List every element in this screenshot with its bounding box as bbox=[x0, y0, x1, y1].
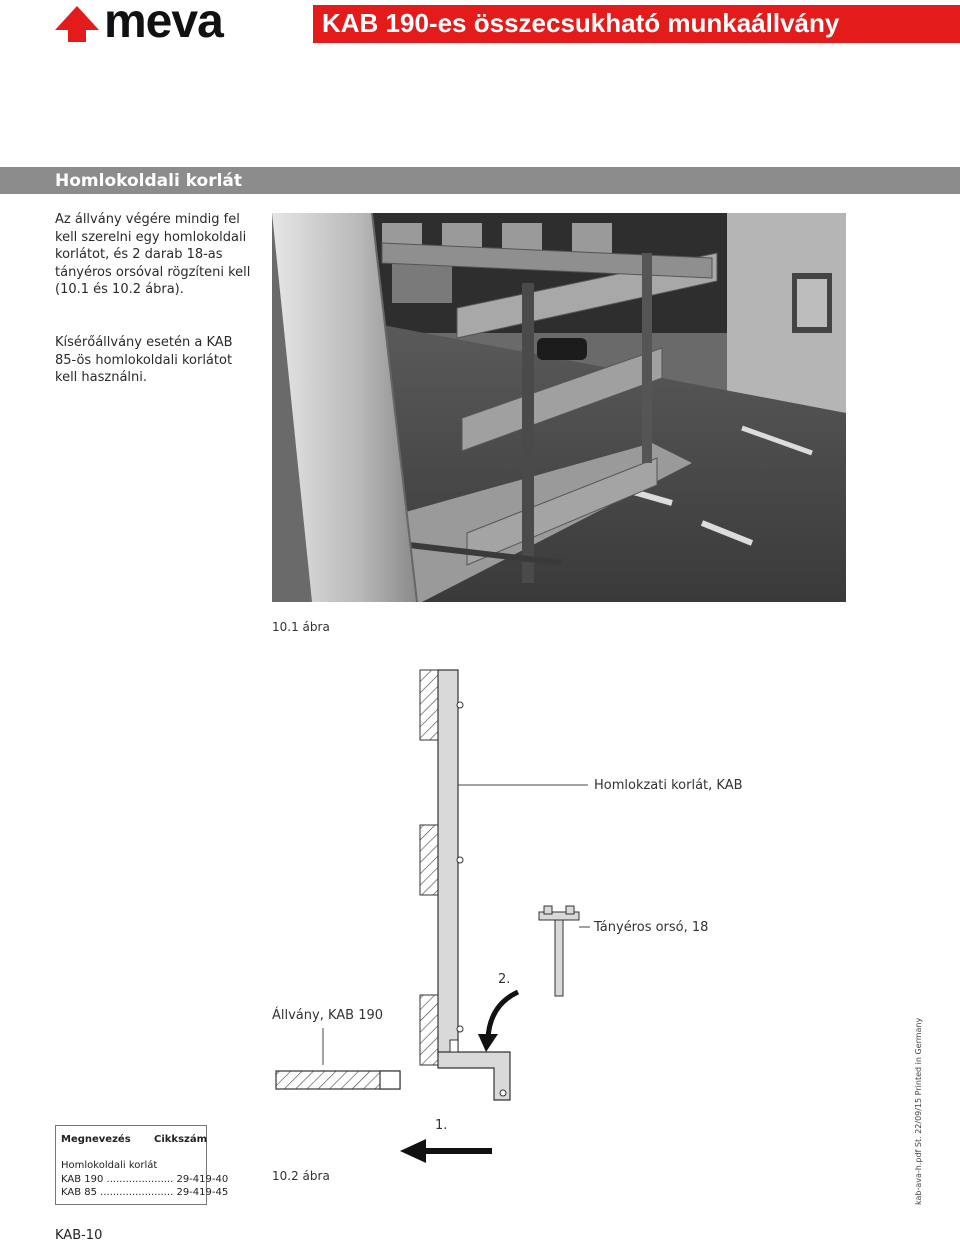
step-1-label: 1. bbox=[435, 1118, 448, 1133]
note-paragraph: Kísérőállvány esetén a KAB 85-ös homlokoldali korlátot kell használni. bbox=[55, 335, 233, 385]
scaffold-photo bbox=[272, 213, 846, 602]
label-homlokzati-korlat: Homlokzati korlát, KAB bbox=[594, 778, 743, 793]
meva-logo bbox=[55, 6, 105, 50]
page-number: KAB-10 bbox=[55, 1228, 103, 1243]
parts-row: KAB 85 ....................... 29-419-45 bbox=[61, 1187, 229, 1198]
label-allvany: Állvány, KAB 190 bbox=[272, 1008, 384, 1023]
logo-arrow-icon bbox=[55, 6, 105, 46]
figure-caption-10-1: 10.1 ábra bbox=[272, 620, 330, 634]
section-title: Homlokoldali korlát bbox=[55, 171, 243, 191]
parts-row: KAB 190 ..................... 29-419-40 bbox=[61, 1174, 229, 1185]
side-print-note: kab-ava-h.pdf St. 22/09/15 Printed in Germany bbox=[914, 1017, 923, 1205]
figure-caption-10-2: 10.2 ábra bbox=[272, 1169, 330, 1183]
document-title: KAB 190-es összecsukható munkaállvány bbox=[322, 8, 840, 38]
label-tanyeros-orso: Tányéros orsó, 18 bbox=[594, 920, 709, 935]
parts-header-number: Cikkszám bbox=[154, 1134, 208, 1145]
parts-group-label: Homlokoldali korlát bbox=[61, 1160, 158, 1171]
parts-header-name: Megnevezés bbox=[61, 1134, 131, 1145]
step-2-label: 2. bbox=[498, 972, 511, 987]
intro-paragraph: Az állvány végére mindig fel kell szerelni egy homlokoldali korlátot, és 2 darab 18-as tányéros orsóval rögzíteni kell (10.1 és 10.2 ábra). bbox=[55, 212, 251, 297]
parts-table bbox=[55, 1125, 229, 1205]
logo-wordmark: meva bbox=[104, 0, 223, 48]
